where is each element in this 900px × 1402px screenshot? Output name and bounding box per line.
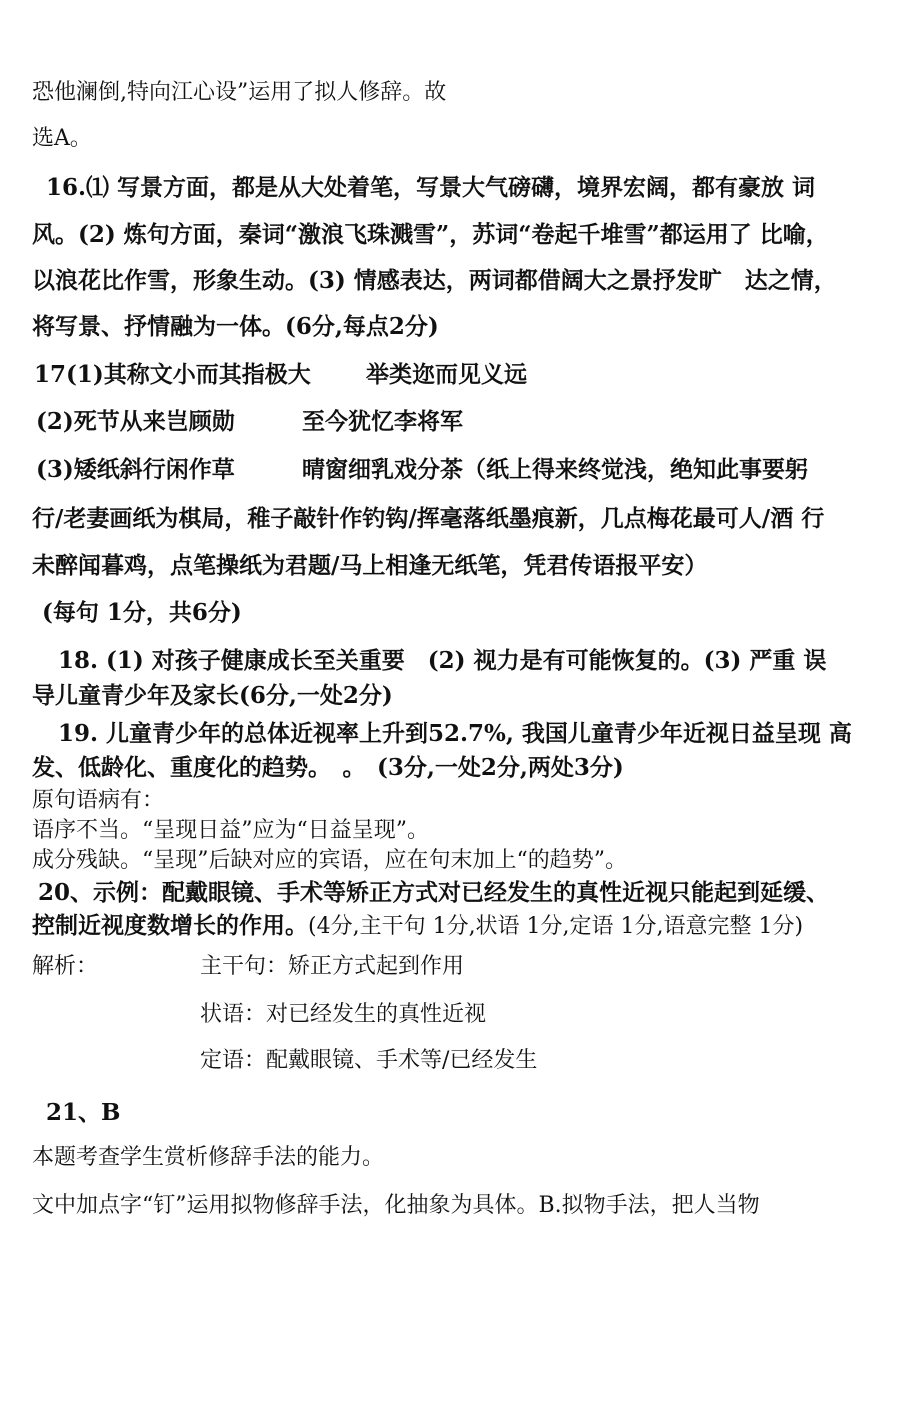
- q15-line-2: 选A。: [32, 126, 92, 151]
- q19-line-1: 19. 儿童青少年的总体近视率上升到52.7%, 我国儿童青少年近视日益呈现 高: [58, 720, 852, 747]
- q16-line-2: 风。(2) 炼句方面，秦词“激浪飞珠溅雪”，苏词“卷起千堆雪”都运用了 比喻，: [32, 221, 829, 248]
- q19-line-2: 发、低龄化、重度化的趋势。 。 (3分,一处2分,两处3分): [32, 754, 624, 781]
- q16-line-1: 16.⑴ 写景方面，都是从大处着笔，写景大气磅礴，境界宏阔，都有豪放 词: [46, 174, 816, 201]
- q17-a-left: 17(1)其称文小而其指极大: [34, 361, 311, 388]
- q21-line-1: 本题考查学生赏析修辞手法的能力。: [32, 1145, 385, 1170]
- q17-c-line-3: 未醉闻暮鸡，点笔操纸为君题/马上相逢无纸笔，凭君传语报平安）: [32, 552, 708, 579]
- q20-analysis-label: 解析：: [32, 954, 99, 979]
- q17-c-right: 晴窗细乳戏分茶（纸上得来终觉浅，绝知此事要躬: [302, 456, 808, 483]
- q20-adverbial: 状语：对已经发生的真性近视: [200, 1002, 487, 1027]
- q20-line-1: 20、示例：配戴眼镜、手术等矫正方式对已经发生的真性近视只能起到延缓、: [38, 879, 830, 906]
- q17-b-right: 至今犹忆李将军: [302, 408, 463, 435]
- q15-line-1: 恐他澜倒,特向江心设”运用了拟人修辞。故: [32, 80, 447, 105]
- q16-line-3: 以浪花比作雪，形象生动。(3) 情感表达，两词都借阔大之景抒发旷 达之情，: [32, 267, 837, 294]
- q20-main-clause: 主干句：矫正方式起到作用: [200, 954, 465, 979]
- q17-score: (每句 1分，共6分): [42, 599, 242, 626]
- q17-b-left: (2)死节从来岂顾勋: [36, 408, 235, 435]
- q19-line-5: 成分残缺。“呈现”后缺对应的宾语，应在句末加上“的趋势”。: [32, 848, 627, 873]
- q18-line-2: 导儿童青少年及家长(6分,一处2分): [32, 682, 393, 709]
- q20-line-2-bold: 控制近视度数增长的作用。: [32, 912, 308, 939]
- q21-answer: 21、B: [46, 1099, 121, 1126]
- q18-line-1: 18. (1) 对孩子健康成长至关重要 (2) 视力是有可能恢复的。(3) 严重 误: [58, 647, 827, 674]
- q19-line-3: 原句语病有：: [32, 788, 165, 813]
- q16-line-4: 将写景、抒情融为一体。(6分,每点2分): [32, 313, 439, 340]
- q17-a-right: 举类迩而见义远: [366, 361, 527, 388]
- q17-c-left: (3)矮纸斜行闲作草: [36, 456, 235, 483]
- q20-attributive: 定语：配戴眼镜、手术等/已经发生: [200, 1048, 538, 1073]
- q21-line-2: 文中加点字“钉”运用拟物修辞手法，化抽象为具体。B.拟物手法，把人当物: [32, 1193, 760, 1218]
- q17-c-line-2: 行/老妻画纸为棋局，稚子敲针作钓钩/挥毫落纸墨痕新，几点梅花最可人/酒 行: [32, 505, 825, 532]
- q19-line-4: 语序不当。“呈现日益”应为“日益呈现”。: [32, 818, 429, 843]
- q20-line-2: [32, 912, 803, 940]
- q20-line-2-score: (4分,主干句 1分,状语 1分,定语 1分,语意完整 1分): [308, 914, 804, 939]
